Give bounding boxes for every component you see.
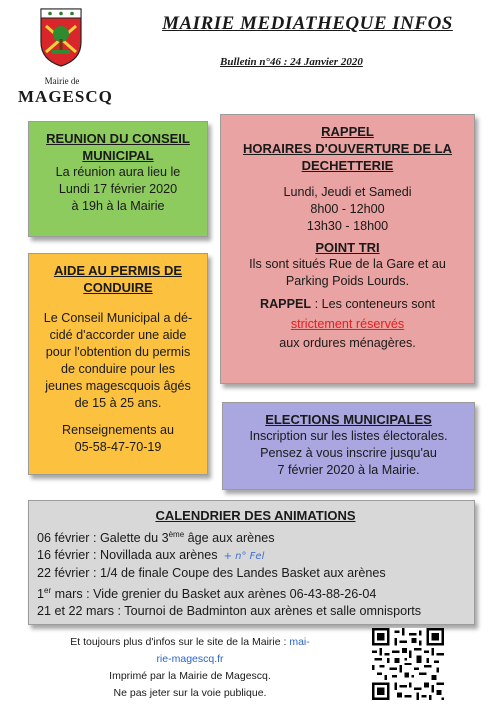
elections-title: ELECTIONS MUNICIPALES xyxy=(265,412,432,427)
dechetterie-days: Lundi, Jeudi et Samedi xyxy=(283,185,412,199)
event-sup: ème xyxy=(168,530,185,539)
dechetterie-rappel: RAPPEL xyxy=(321,124,374,139)
town-name: MAGESCQ xyxy=(18,87,113,106)
point-tri-line: Parking Poids Lourds. xyxy=(285,274,410,288)
reserved-end: aux ordures ménagères. xyxy=(279,336,416,350)
bulletin-date: : 24 Janvier 2020 xyxy=(280,56,363,68)
event-text: âge aux arènes xyxy=(184,531,275,546)
footer-text: Et toujours plus d'infos sur le site de la Mairie : xyxy=(70,636,290,648)
events-calendar-box xyxy=(28,500,475,625)
council-line: Lundi 17 février 2020 xyxy=(58,182,178,196)
website-link-part-2[interactable]: rie-magescq.fr xyxy=(156,653,224,665)
rappel-line xyxy=(221,296,474,313)
permis-line: cidé d'accorder une aide xyxy=(49,328,187,342)
rappel-text: : Les conteneurs sont xyxy=(311,297,435,311)
permis-line: de conduire pour les xyxy=(60,362,176,376)
elections-line: Inscription sur les listes électorales. xyxy=(249,429,448,443)
handwritten-note: + n° Fel xyxy=(223,551,265,563)
bulletin-number: Bulletin n°46 xyxy=(220,56,281,68)
event-text: 06 février : Galette du 3 xyxy=(37,531,169,546)
point-tri-line: Ils sont situés Rue de la Gare et au xyxy=(249,257,446,271)
event-item xyxy=(37,526,474,547)
town-crest-icon xyxy=(38,6,84,68)
calendar-title: CALENDRIER DES ANIMATIONS xyxy=(155,508,356,523)
council-title-1: REUNION DU CONSEIL xyxy=(46,131,190,146)
reserved-highlight: strictement réservés xyxy=(290,317,405,331)
elections-box xyxy=(222,402,475,490)
permis-line: de 15 à 25 ans. xyxy=(74,396,162,410)
footer-line-1 xyxy=(40,634,340,651)
footer-line-4: Ne pas jeter sur la voie publique. xyxy=(113,687,267,699)
bulletin-info xyxy=(220,56,363,68)
permis-info: Renseignements au xyxy=(61,423,174,437)
driving-licence-aid-box xyxy=(28,253,208,475)
mairie-de-label: Mairie de xyxy=(44,76,80,86)
event-item xyxy=(37,547,474,565)
council-line: La réunion aura lieu le xyxy=(55,165,181,179)
reserved-line xyxy=(221,316,474,333)
event-item: 22 février : 1/4 de finale Coupe des Landes Basket aux arènes xyxy=(37,566,386,581)
dechetterie-hours-afternoon: 13h30 - 18h00 xyxy=(306,219,389,233)
elections-line: Pensez à vous inscrire jusqu'au xyxy=(260,446,437,460)
dechetterie-title-2: DECHETTERIE xyxy=(301,158,394,173)
event-item xyxy=(37,582,474,603)
event-item: 21 et 22 mars : Tournoi de Badminton aux arènes et salle omnisports xyxy=(37,604,422,619)
recycling-center-box xyxy=(220,114,475,384)
footer-line-3: Imprimé par la Mairie de Magescq. xyxy=(109,670,271,682)
council-title-2: MUNICIPAL xyxy=(82,148,154,163)
event-text: mars : Vide grenier du Basket aux arènes 06-43-88-26-04 xyxy=(51,587,377,602)
event-sup: er xyxy=(44,586,52,596)
permis-title-2: CONDUIRE xyxy=(83,280,153,295)
footer-line-2 xyxy=(40,651,340,668)
dechetterie-title-1: HORAIRES D'OUVERTURE DE LA xyxy=(243,141,452,156)
council-meeting-box xyxy=(28,121,208,237)
event-text: 1 xyxy=(37,587,45,602)
elections-line: 7 février 2020 à la Mairie. xyxy=(277,463,420,477)
qr-code-icon[interactable] xyxy=(372,628,444,700)
permis-line: jeunes magescquois âgés xyxy=(45,379,191,393)
dechetterie-hours-morning: 8h00 - 12h00 xyxy=(310,202,385,216)
event-text: 16 février : Novillada aux arènes xyxy=(37,548,218,563)
permis-phone: 05-58-47-70-19 xyxy=(74,440,162,454)
page-title: MAIRIE MEDIATHEQUE INFOS xyxy=(162,13,453,34)
permis-line: Le Conseil Municipal a dé- xyxy=(43,311,193,325)
council-line: à 19h à la Mairie xyxy=(71,199,165,213)
permis-title-1: AIDE AU PERMIS DE xyxy=(53,263,183,278)
website-link-part-1[interactable]: mai- xyxy=(289,636,310,648)
permis-line: pour l'obtention du permis xyxy=(45,345,191,359)
footer xyxy=(40,634,340,702)
rappel-label: RAPPEL xyxy=(259,297,312,311)
point-tri-title: POINT TRI xyxy=(315,240,380,255)
